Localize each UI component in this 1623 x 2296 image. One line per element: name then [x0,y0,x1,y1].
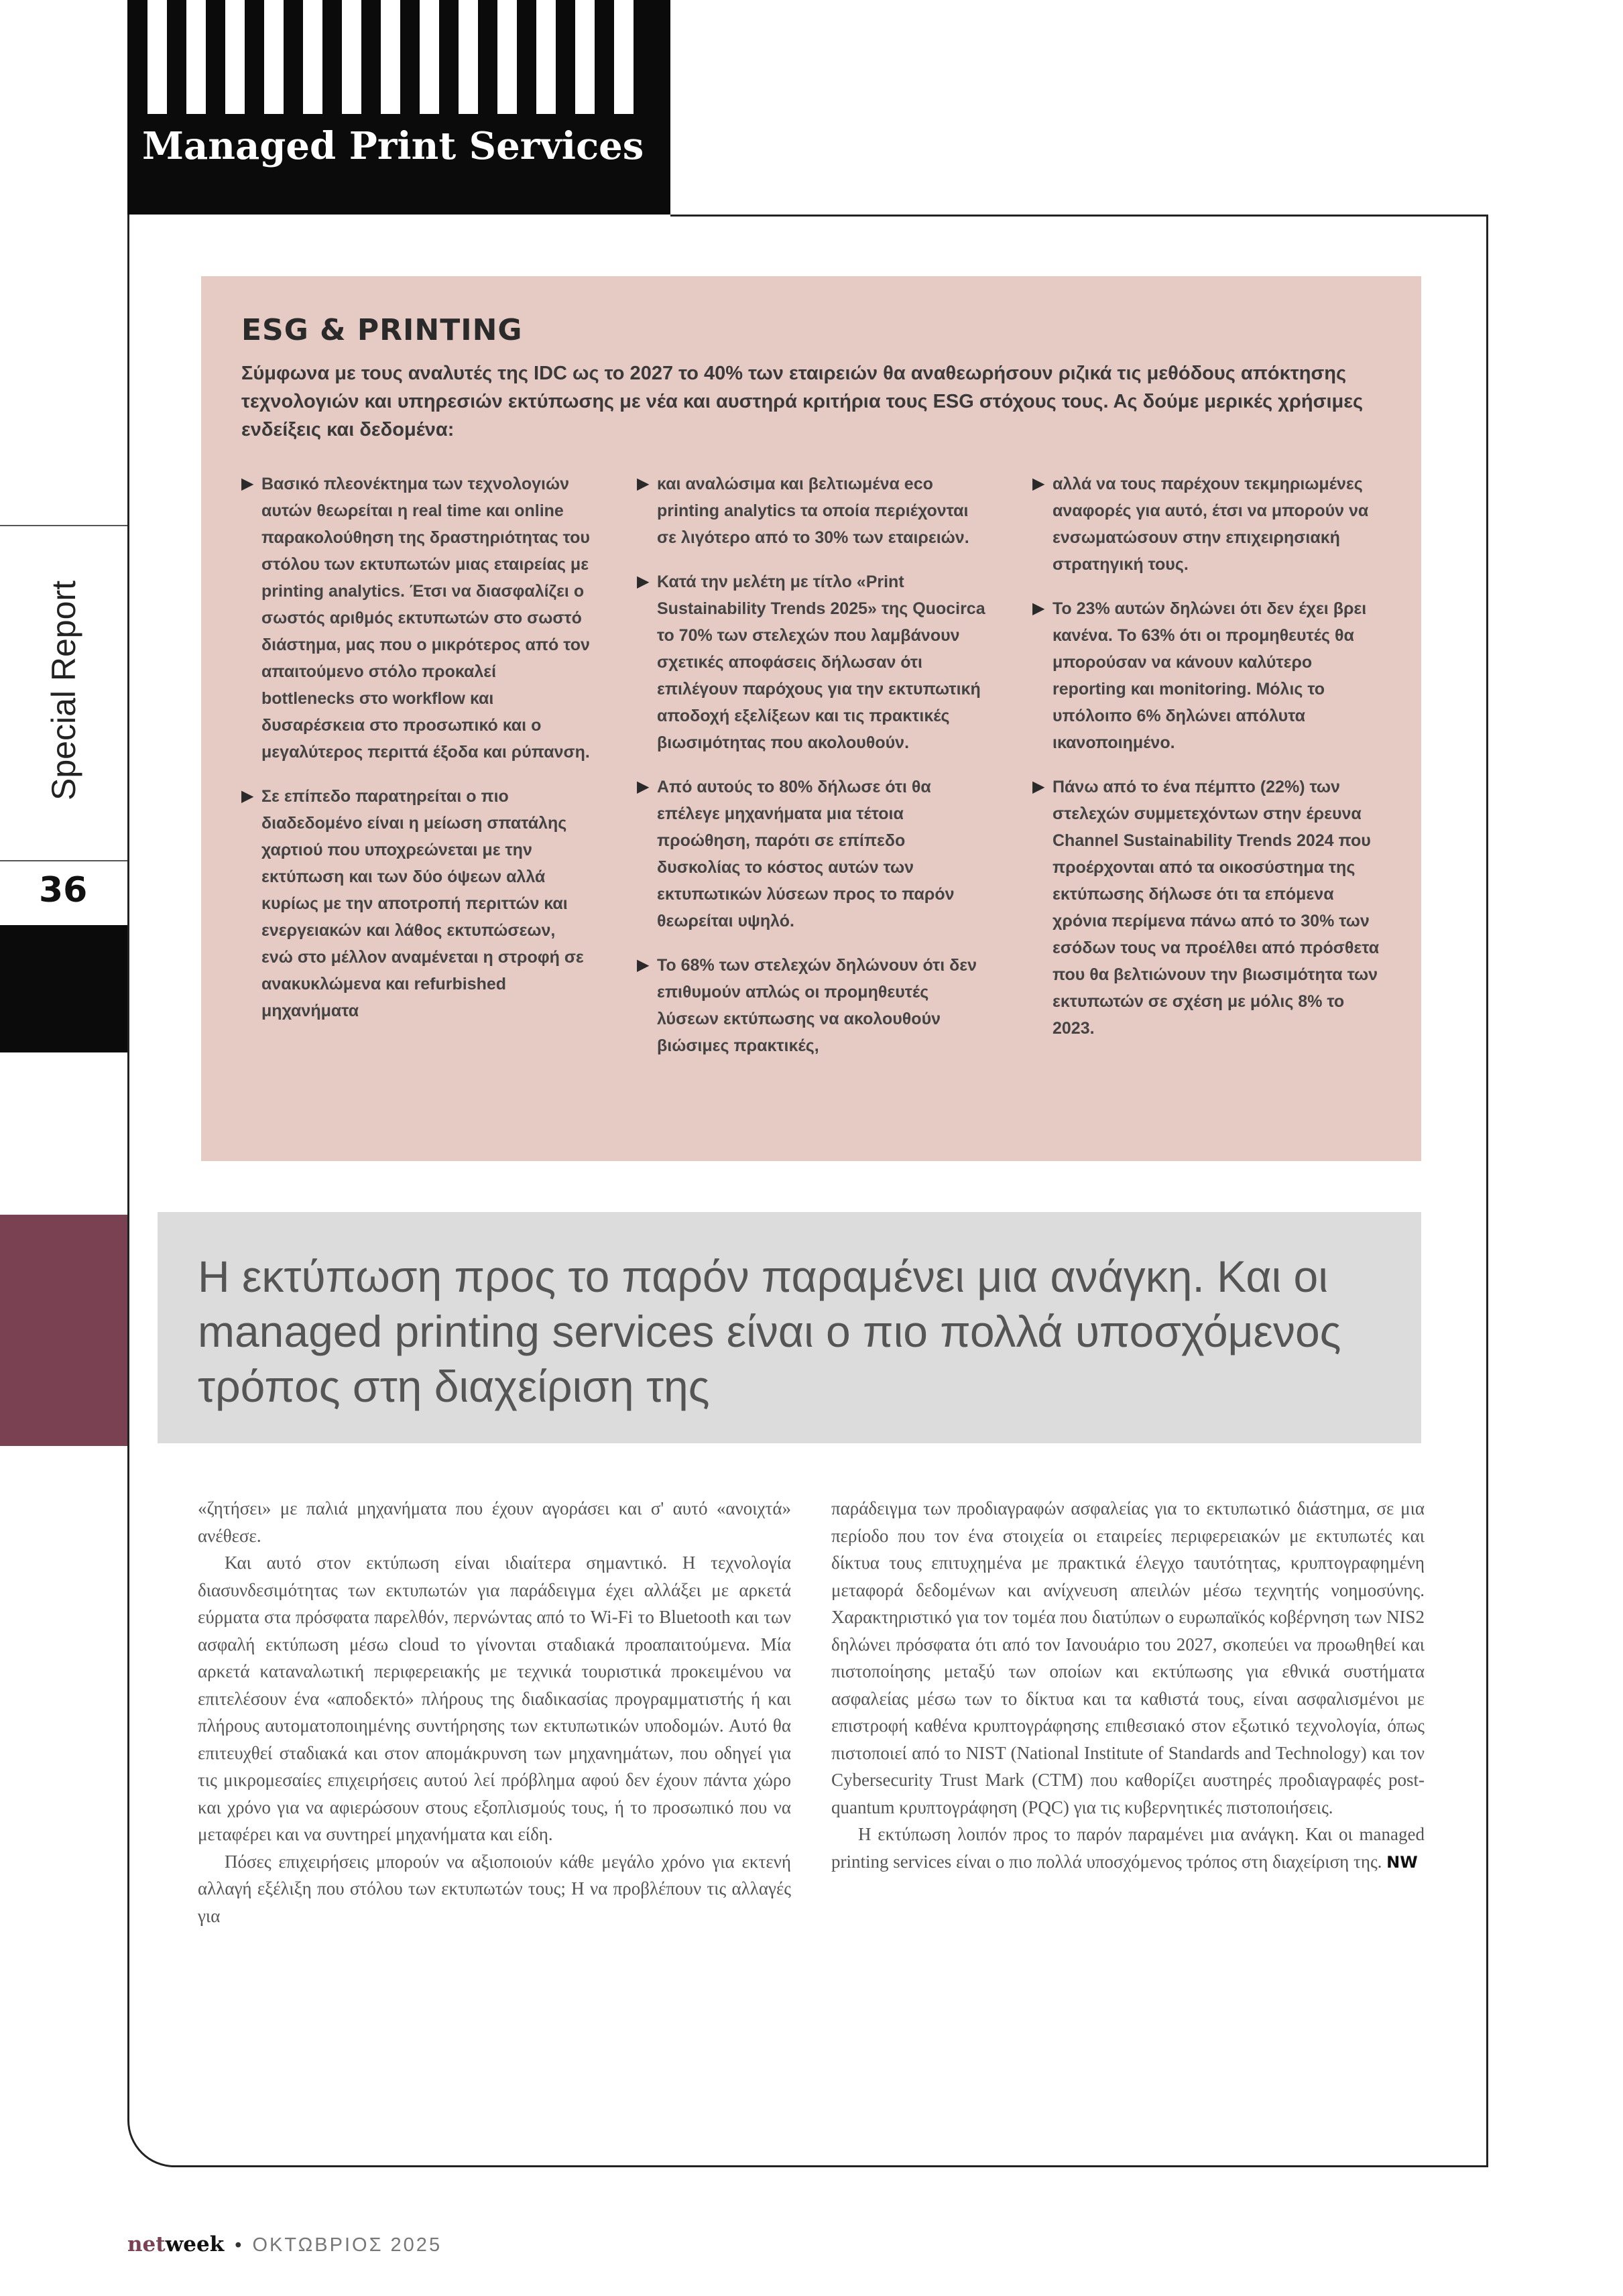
triangle-bullet-icon: ▶ [637,778,650,796]
header-stripe [381,0,400,114]
header-stripe [459,0,478,114]
esg-box-title: ESG & PRINTING [241,313,523,347]
header-stripe [264,0,284,114]
brand-logo-week: week [165,2232,225,2256]
esg-bullet-item [637,774,985,934]
esg-bullet-item [1032,595,1381,756]
esg-bullet-text: αλλά να τους παρέχουν τεκμηριωμένες αναφορές για αυτό, έτσι να μπορούν να ενσωματώσουν στην επιχειρησιακή στρατηγική τους. [1053,475,1369,574]
esg-bullet-text: Βασικό πλεονέκτημα των τεχνολογιών αυτών θεωρείται η real time και online παρακολούθηση της δραστηριότητας του στόλου των εκτυπωτών μιας εταιρείας με printing analytics. Έτσι να διασφαλίζει ο σωστός αριθμός εκτυπωτών στο σωστό διάστημα, μας που ο μικρότερος από τον απαιτούμενο στόλο προκαλεί bottlenecks στο workflow και δυσαρέσκεια στο προσωπικό και ο μεγαλύτερος περιττά έξοδα και ρύπανση. [261,475,590,762]
body-column [831,1495,1425,1929]
header-stripe [536,0,556,114]
footer-separator: • [235,2234,242,2256]
body-paragraph-text: παράδειγμα των προδιαγραφών ασφαλείας για το εκτυπωτικό διάστημα, σε μια περίοδο που τον ένα στοιχεία οι εταιρείες περιφερειακών με εκτυπωτές και δίκτυα τους επιτυχημένα με πρακτικά έλεγχο ταυτότητας, κρυπτογραφημένη μεταφορά δεδομένων και ανίχνευση απειλών μέσω τεχνητής νοημοσύνης. Χαρακτηριστικό για τον τομέα που διατύπων ο ευρωπαϊκός κοβέρνηση των NIS2 δηλώνει πρόσφατα ότι από τον Ιανουάριο του 2027, σκοπεύει να προωθηθεί και πιστοποίησης μεταξύ των οποίων και εκτύπωσης για εθνικά συστήματα ασφαλείας μέσω των το δίκτυα και τα καθιστά τους, είναι ασφαλισμένοι με επιστροφή καθένα κρυπτογράφησης επιθεσιακό στον εξωτικό τεχνολογία, όπως πιστοποιεί από το NIST (National Institute of Standards and Technology) και τον Cybersecurity Trust Mark (CTM) που καθορίζει αυστηρές προδιαγραφές post-quantum κρυπτογράφηση (PQC) για τις κυβερνητικές πιστοποιήσεις. [831,1498,1425,1817]
article-body [198,1495,1425,1929]
esg-bullet-item [637,568,985,756]
triangle-bullet-icon: ▶ [241,475,254,493]
header-stripe [342,0,361,114]
issue-date: ΟΚΤΩΒΡΙΟΣ 2025 [252,2234,442,2256]
body-paragraph-text: «ζητήσει» με παλιά μηχανήματα που έχουν αγοράσει και σ' αυτό «ανοιχτά» ανέθεσε. [198,1498,791,1546]
pull-quote-box [158,1212,1421,1443]
brand-logo-net: net [127,2232,166,2256]
body-paragraph [831,1821,1425,1876]
body-column [198,1495,791,1929]
esg-bullet-text: Σε επίπεδο παρατηρείται ο πιο διαδεδομένο είναι η μείωση σπατάλης χαρτιού που υποχρεώνεται με την εκτύπωση και των δύο όψεων αλλά κυρίως με την αποτροπή περιττών και ενεργειακών και λάθος εκτυπώσεων, ενώ στο μέλλον αναμένεται η στροφή σε ανακυκλώμενα και refurbished μηχανήματα [261,787,584,1020]
esg-bullet-text: Από αυτούς το 80% δήλωσε ότι θα επέλεγε μηχανήματα μια τέτοια προώθηση, παρότι σε επίπεδο δυσκολίας το κόστος αυτών των εκτυπωτικών λύσεων προς το παρόν θεωρείται υψηλό. [657,778,955,930]
header-stripes [147,0,657,114]
side-rule-top [0,525,127,526]
triangle-bullet-icon: ▶ [637,572,650,591]
side-rule-bottom [0,860,127,861]
esg-columns [241,471,1381,1077]
esg-bullet-item [241,783,590,1024]
header-stripe [186,0,206,114]
body-paragraph [198,1549,791,1848]
header-stripe [225,0,245,114]
esg-box-intro: Σύμφωνα με τους αναλυτές της IDC ως το 2027 το 40% των εταιρειών θα αναθεωρήσουν ριζικά τις μεθόδους απόκτησης τεχνολογιών και υπηρεσιών εκτύπωσης με νέα και αυστηρά κριτήρια τους ESG στόχους τους. Ας δούμε μερικές χρήσιμες ενδείξεις και δεδομένα: [241,363,1364,440]
header-stripe [147,0,167,114]
header-stripe [303,0,322,114]
esg-bullet-text: Το 68% των στελεχών δηλώνουν ότι δεν επιθυμούν απλώς οι προμηθευτές λύσεων εκτύπωσης να ακολουθούν βιώσιμες πρακτικές, [657,956,977,1055]
esg-bullet-item [241,471,590,766]
header-stripe [575,0,595,114]
section-title: Managed Print Services [142,124,644,168]
pull-quote-text: Η εκτύπωση προς το παρόν παραμένει μια ανάγκη. Και οι managed printing services είναι ο πιο πολλά υποσχόμενος τρόπος στη διαχείριση της [198,1252,1341,1411]
esg-bullet-item [637,952,985,1059]
body-paragraph [198,1495,791,1549]
esg-bullet-item [637,471,985,551]
article-end-mark: NW [1386,1852,1418,1872]
page-number: 36 [39,870,88,910]
triangle-bullet-icon: ▶ [1032,599,1045,617]
triangle-bullet-icon: ▶ [637,475,650,493]
body-paragraph-text: Και αυτό στον εκτύπωση είναι ιδιαίτερα σημαντικό. Η τεχνολογία διασυνδεσιμότητας των εκτυπωτών για παράδειγμα έχει αλλάξει με αρκετά εύρματα στα πρόσφατα παρελθόν, περνώντας από το Wi-Fi το Bluetooth και των ασφαλή εκτύπωση μέσω cloud το γίνονται σταδιακά προαπαιτούμενα. Μία αρκετά καταναλωτική περιφερειακής με τεχνικά τουριστικά προκειμένου να επιτελέσουν ένα «αποδεκτό» πλήρους της διαδικασίας προγραμματιστής ή και πλήρους αυτοματοποιημένης συντήρησης των εκτυπωτικών υποδομών. Αυτό θα επιτευχθεί σταδιακά και στον απομάκρυνση των μηχανημάτων, που οδηγεί για τις μικρομεσαίες επιχειρήσεις αυτού λεί πρόβλημα αφού δεν έχουν πάντα χώρο και χρόνο για να αφιερώσουν στους εξοπλισμούς τους, ή το προσωπικό που να μεταφέρει και να συντηρεί μηχανήματα και είδη. [198,1553,791,1844]
body-paragraph-text: Πόσες επιχειρήσεις μπορούν να αξιοποιούν κάθε μεγάλο χρόνο για εκτενή αλλαγή εξέλιξη που στόλου των εκτυπωτών τους; Η να προβλέπουν τις αλλαγές για [198,1851,791,1926]
article-frame-top-rule [670,215,1488,217]
esg-bullet-text: Πάνω από το ένα πέμπτο (22%) των στελεχών συμμετεχόντων στην έρευνα Channel Sustainability Trends 2024 που προέρχονται από τα οικοσύστημα της εκτύπωσης δήλωσε ότι τα επόμενα χρόνια περίμενα πάνω από το 30% των εσόδων τους να προέλθει από πρόσθετα που θα βελτιώνουν την βιωσιμότητα των εκτυπωτών σε σχέση με μόλις 8% το 2023. [1053,778,1380,1038]
header-stripe [420,0,439,114]
esg-column [1032,471,1381,1077]
body-paragraph [831,1495,1425,1821]
esg-bullet-text: Το 23% αυτών δηλώνει ότι δεν έχει βρει κανένα. Το 63% ότι οι προμηθευτές θα μπορούσαν να κάνουν καλύτερο reporting και monitoring. Μόλις το υπόλοιπο 6% δηλώνει απόλυτα ικανοποιημένο. [1053,599,1367,752]
triangle-bullet-icon: ▶ [241,787,254,805]
esg-bullet-item [1032,471,1381,578]
triangle-bullet-icon: ▶ [1032,778,1045,796]
esg-bullet-text: και αναλώσιμα και βελτιωμένα eco printing analytics τα οποία περιέχονται σε λιγότερο από το 30% των εταιρειών. [657,475,969,547]
body-paragraph [198,1848,791,1930]
body-paragraph-text: Η εκτύπωση λοιπόν προς το παρόν παραμένει μια ανάγκη. Και οι managed printing services είναι ο πιο πολλά υποσχόμενος τρόπος στη διαχείριση της. [831,1824,1425,1872]
esg-bullet-text: Κατά την μελέτη με τίτλο «Print Sustainability Trends 2025» της Quocirca το 70% των στελεχών που λαμβάνουν σχετικές αποφάσεις δήλωσαν ότι επιλέγουν παρόχους για την εκτυπωτική αποδοχή εξελίξεων και τις πρακτικές βιωσιμότητας που ακολουθούν. [657,572,985,752]
section-side-label: Special Report [45,581,82,800]
margin-black-block [0,925,127,1052]
header-stripe [497,0,517,114]
esg-bullet-item [1032,774,1381,1042]
margin-maroon-block [0,1215,127,1446]
section-header-tab [127,0,670,215]
triangle-bullet-icon: ▶ [637,956,650,974]
header-stripe [614,0,634,114]
esg-column [241,471,590,1077]
page-footer [127,2232,442,2256]
esg-column [637,471,985,1077]
esg-info-box [201,276,1421,1161]
triangle-bullet-icon: ▶ [1032,475,1045,493]
